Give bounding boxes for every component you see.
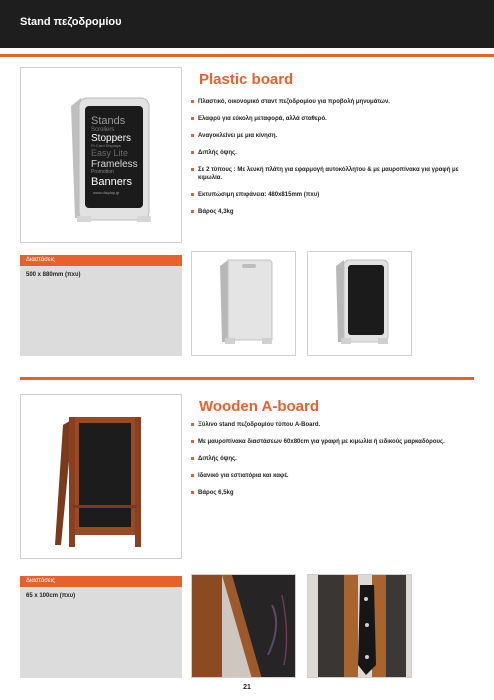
board-word-4: Pr.Card Displays	[91, 143, 121, 148]
feature-item: Με μαυροπίνακα διαστάσεων 60x80cm για γραφή με κιμωλία ή ειδικούς μαρκαδόρους.	[191, 438, 474, 446]
board-word-8: Banners	[91, 176, 132, 188]
wooden-aboard-main-photo	[20, 394, 182, 559]
header-bar	[0, 0, 494, 48]
plastic-board-illustration	[21, 68, 182, 243]
feature-item: Διπλής όψης.	[191, 149, 474, 157]
plastic-board-title: Plastic board	[199, 71, 294, 88]
feature-item: Σε 2 τύπους : Με λευκή πλάτη για εφαρμογή αυτοκόλλητου & με μαυροπίνακα για γραφή με κιμωλία.	[191, 166, 474, 182]
feature-item: Ελαφρύ για εύκολη μεταφορά, αλλά σταθερό.	[191, 115, 474, 123]
wooden-aboard-dimensions-box	[20, 587, 182, 678]
feature-item: Βάρος 4,3kg	[191, 208, 474, 216]
board-website: www.display.gr	[93, 190, 120, 195]
header-accent-rule	[0, 54, 494, 57]
plastic-board-dimensions-header: Διαστάσεις	[20, 255, 182, 266]
board-word-1: Stands	[91, 115, 126, 127]
chalk-board-illustration	[308, 252, 412, 356]
feature-item: Βάρος 6,5kg	[191, 489, 474, 497]
wood-hinge-closeup	[308, 575, 412, 678]
feature-item: Εκτυπώσιμη επιφάνεια: 480x815mm (πxυ)	[191, 191, 474, 199]
feature-item: Πλαστικό, οικονομικό σταντ πεζοδρομίου για προβολή μηνυμάτων.	[191, 98, 474, 106]
wood-corner-closeup	[192, 575, 296, 678]
plastic-board-dimensions-value: 500 x 880mm (πxυ)	[26, 272, 81, 278]
page-title: Stand πεζοδρομίου	[20, 16, 122, 28]
feature-item: Αναγοκλείνει με μια κίνηση.	[191, 132, 474, 140]
plastic-board-chalk-photo	[307, 251, 412, 356]
wooden-aboard-dimensions-value: 65 x 100cm (πxυ)	[26, 593, 76, 599]
plastic-board-white-photo	[191, 251, 296, 356]
feature-item: Ξύλινο stand πεζοδρομίου τύπου A-Board.	[191, 421, 474, 429]
feature-item: Ιδανικό για εστιατόρια και καφέ.	[191, 472, 474, 480]
wooden-aboard-dimensions-header: Διαστάσεις	[20, 576, 182, 587]
board-word-6: Frameless	[91, 159, 138, 170]
wooden-aboard-corner-photo	[191, 574, 296, 678]
wooden-aboard-hinge-photo	[307, 574, 412, 678]
feature-item: Διπλής όψης.	[191, 455, 474, 463]
section-divider	[20, 377, 474, 380]
page-number: 21	[243, 684, 251, 691]
white-board-illustration	[192, 252, 296, 356]
plastic-board-features	[191, 98, 474, 225]
wooden-aboard-title: Wooden A-board	[199, 398, 319, 415]
plastic-board-main-photo	[20, 67, 182, 243]
plastic-board-dimensions-box	[20, 266, 182, 356]
board-word-3: Stoppers	[91, 133, 132, 144]
wooden-aboard-features	[191, 421, 474, 506]
board-word-5: Easy Lite	[91, 148, 129, 158]
board-word-2: Scrollers	[91, 127, 115, 133]
board-word-7: Promotion	[91, 169, 114, 175]
wooden-aboard-illustration	[21, 395, 182, 559]
